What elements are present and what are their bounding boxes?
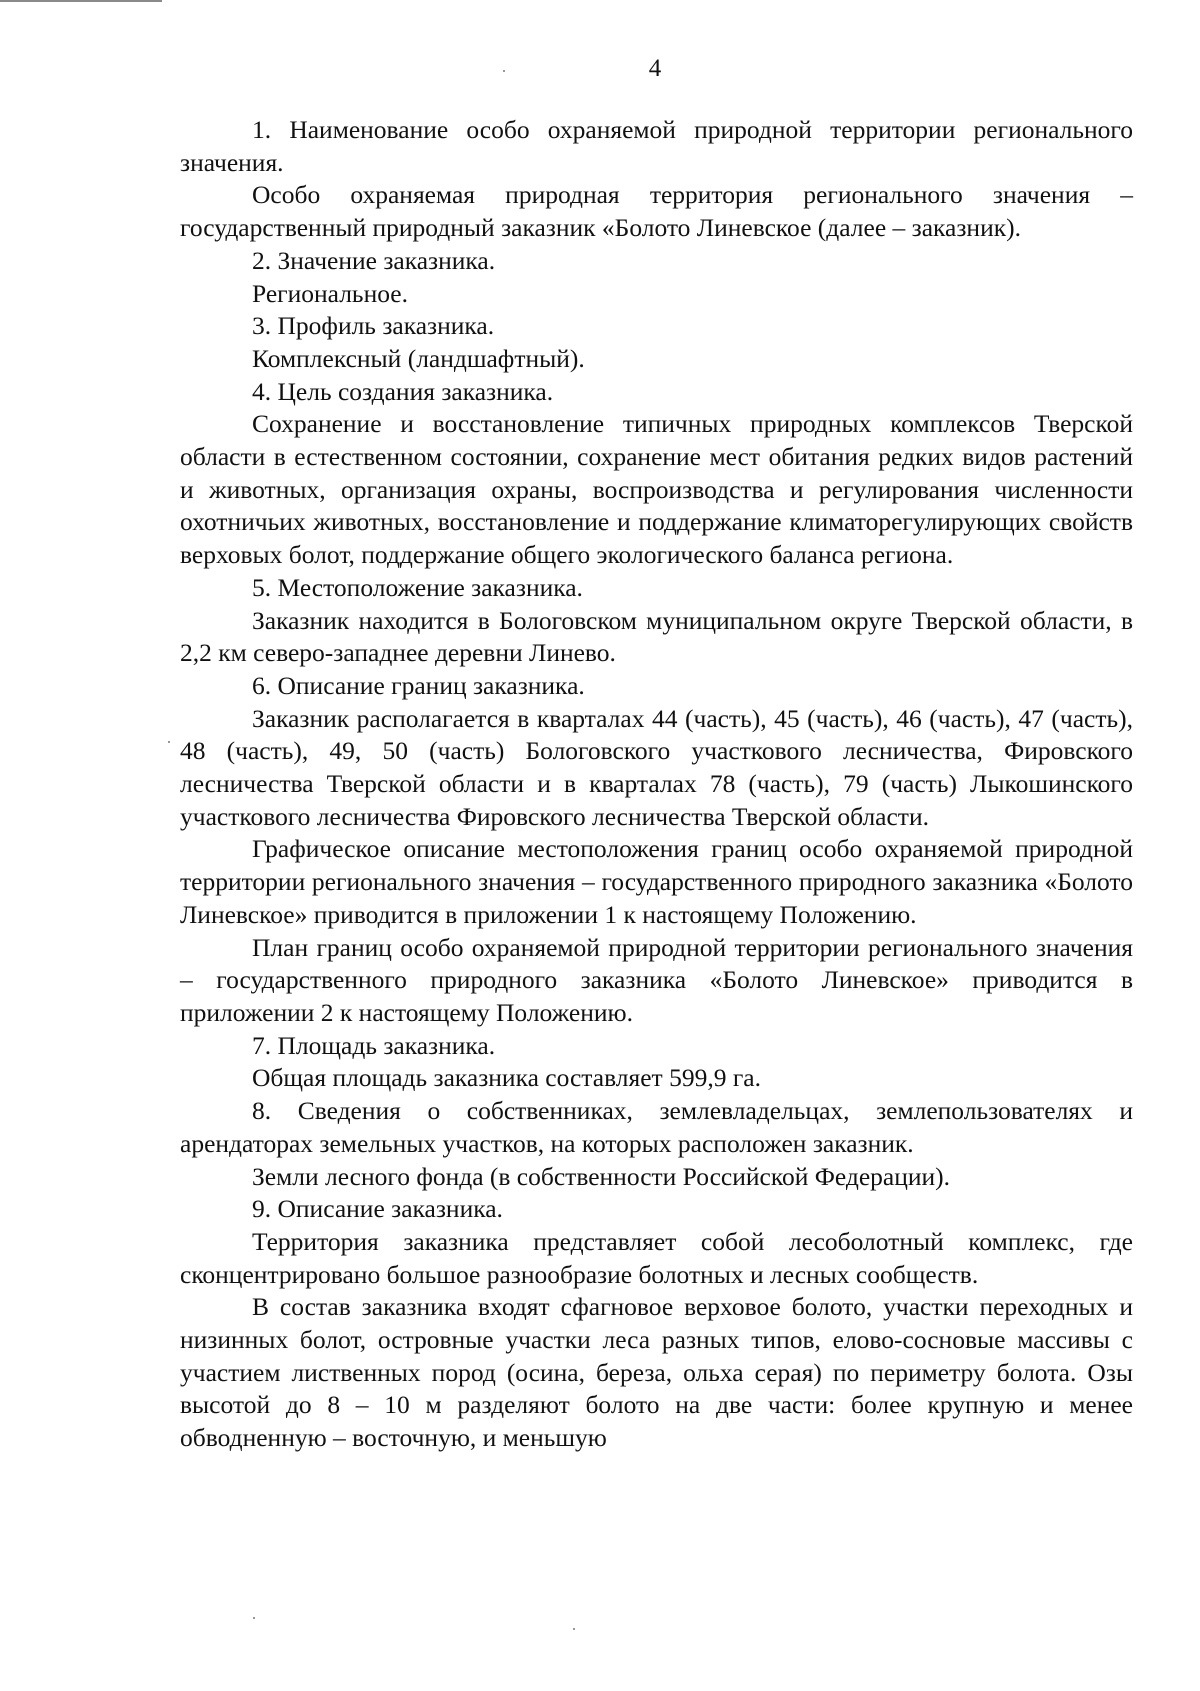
section-3-heading: 3. Профиль заказника. <box>252 311 495 341</box>
section-8-text: Земли лесного фонда (в собственности Российской Федерации). <box>252 1161 951 1191</box>
section-9-text-complex: Территория заказника представляет собой лесоболотный комплекс, где сконцентрировано большое разнообразие болотных и лесных сообществ. <box>180 1226 1133 1289</box>
section-5-heading: 5. Местоположение заказника. <box>252 572 583 602</box>
section-1-text: Особо охраняемая природная территория регионального значения – государственный природный заказник «Болото Линевское (далее – заказник). <box>180 180 1133 243</box>
section-3-text: Комплексный (ландшафтный). <box>252 343 585 373</box>
section-7-text: Общая площадь заказника составляет 599,9 га. <box>252 1063 761 1093</box>
section-1-heading: 1. Наименование особо охраняемой природной территории регионального значения. <box>180 115 1133 177</box>
section-2-heading: 2. Значение заказника. <box>252 245 496 275</box>
section-6-text-graphic: Графическое описание местоположения границ особо охраняемой природной территории регионального значения – государственного природного заказника «Болото Линевское» приводится в приложении 1 к настоящему Положению. <box>180 834 1133 929</box>
section-6-text-plan: План границ особо охраняемой природной территории регионального значения – государственного природного заказника «Болото Линевское» приводится в приложении 2 к настоящему Положению. <box>180 932 1133 1027</box>
scan-edge-mark <box>0 0 162 2</box>
section-6-text-quarters: Заказник располагается в кварталах 44 (часть), 45 (часть), 46 (часть), 47 (часть), 48 (часть), 49, 50 (часть) Бологовского участкового лесничества, Фировского лесничества Тверской области и в кварталах 78 (часть), 79 (часть) Лыкошинского участкового лесничества Фировского лесничества Тверской области. <box>180 703 1133 831</box>
section-9-text-composition: В состав заказника входят сфагновое верховое болото, участки переходных и низинных болот, островные участки леса разных типов, елово-сосновые массивы с участием лиственных пород (осина, береза, ольха серая) по периметру болота. Озы высотой до 8 – 10 м разделяют болото на две части: более крупную и менее обводненную – восточную, и меньшую <box>180 1292 1133 1453</box>
section-7-heading: 7. Площадь заказника. <box>252 1030 496 1060</box>
section-8-heading: 8. Сведения о собственниках, землевладельцах, землепользователях и арендаторах земельных участков, на которых расположен заказник. <box>180 1096 1133 1158</box>
section-4-text: Сохранение и восстановление типичных природных комплексов Тверской области в естественном состоянии, сохранение мест обитания редких видов растений и животных, организация охраны, воспроизводства и регулирования численности охотничьих животных, восстановление и поддержание климаторегулирующих свойств верховых болот, поддержание общего экологического баланса региона. <box>180 409 1133 570</box>
section-5-text: Заказник находится в Бологовском муниципальном округе Тверской области, в 2,2 км северо-западнее деревни Линево. <box>180 605 1133 668</box>
page-number: 4 <box>648 55 662 82</box>
document-body <box>180 114 1133 1455</box>
section-9-heading: 9. Описание заказника. <box>252 1194 503 1224</box>
section-6-heading: 6. Описание границ заказника. <box>252 670 585 700</box>
section-2-text: Региональное. <box>252 278 408 308</box>
section-4-heading: 4. Цель создания заказника. <box>252 376 554 406</box>
